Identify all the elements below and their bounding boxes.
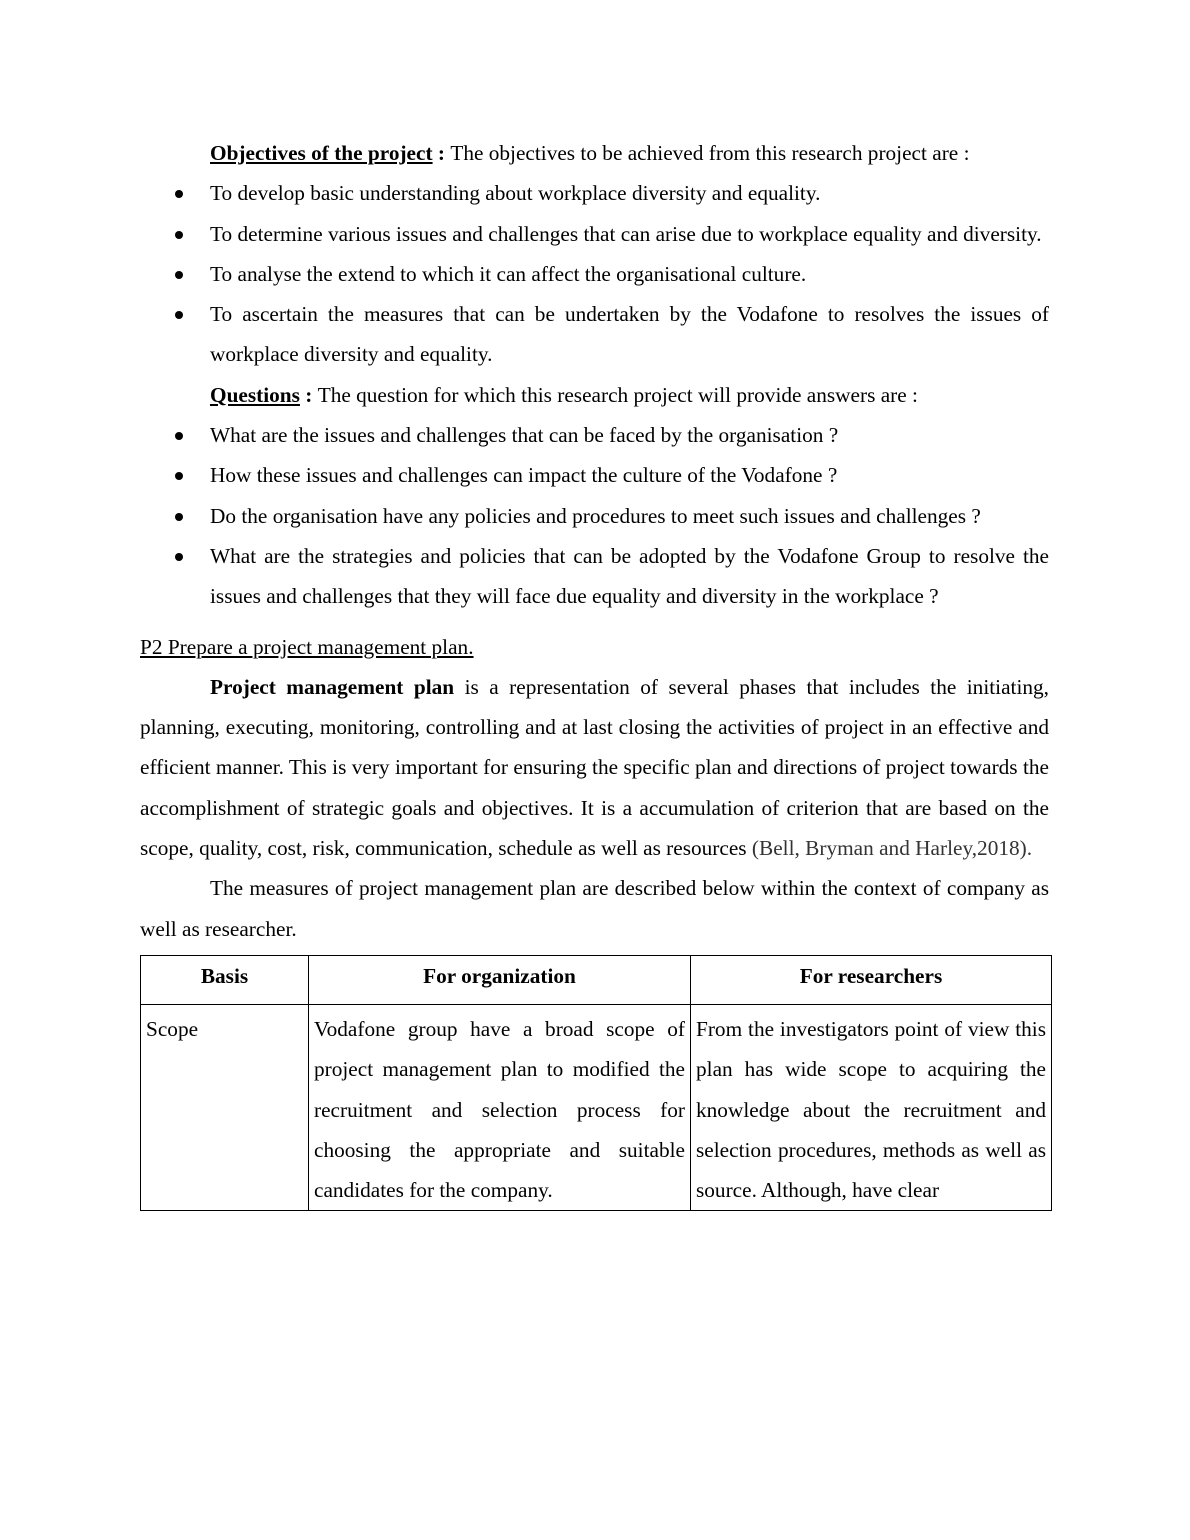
objectives-list [140,173,1049,374]
bullet-icon [175,231,183,239]
plan-table [140,955,1052,1211]
list-item: To develop basic understanding about workplace diversity and equality. [140,173,1049,213]
questions-list [140,415,1049,616]
project-plan-term: Project management plan [210,674,455,699]
objectives-heading: Objectives of the project [210,141,433,165]
cell-organization: Vodafone group have a broad scope of project management plan to modified the recruitment and selection process for choosing the appropriate and suitable candidates for the company. [309,1004,691,1210]
list-item: How these issues and challenges can impact the culture of the Vodafone ? [140,455,1049,495]
questions-separator: : [299,382,318,407]
questions-intro-text: The question for which this research project will provide answers are : [317,382,918,407]
bullet-icon [175,472,183,480]
table-row [141,1004,1052,1210]
section-title: P2 Prepare a project management plan. [140,634,474,659]
objectives-intro-text: The objectives to be achieved from this research project are : [450,141,970,165]
citation: (Bell, Bryman and Harley,2018). [751,836,1033,861]
list-item: To analyse the extend to which it can affect the organisational culture. [140,254,1049,294]
project-plan-text: is a representation of several phases that includes the initiating, planning, executing, monitoring, controlling and at last closing the activities of project in an effective and efficient manner. This is very important for ensuring the specific plan and directions of project towards the accomplishment of strategic goals and objectives. It is a accumulation of criterion that are based on the scope, quality, cost, risk, communication, schedule as well as resources [140,674,1049,861]
list-item: Do the organisation have any policies and procedures to meet such issues and challenges ? [140,496,1049,536]
bullet-icon [175,513,183,521]
objectives-separator: : [432,141,451,165]
header-organization: For organization [309,955,691,1004]
bullet-icon [175,271,183,279]
document-page [140,133,1049,1211]
bullet-icon [175,432,183,440]
table-header-row [141,955,1052,1004]
list-item: What are the issues and challenges that can be faced by the organisation ? [140,415,1049,455]
bullet-icon [175,311,183,319]
questions-intro [210,375,1049,415]
bullet-icon [175,553,183,561]
paragraph-measures: The measures of project management plan are described below within the context of company as well as researcher. [140,876,1049,941]
list-item: What are the strategies and policies that can be adopted by the Vodafone Group to resolve the issues and challenges that they will face due equality and diversity in the workplace ? [140,536,1049,617]
cell-basis: Scope [141,1004,309,1210]
header-basis: Basis [141,955,309,1004]
questions-heading: Questions [210,382,300,407]
list-item: To determine various issues and challenges that can arise due to workplace equality and diversity. [140,214,1049,254]
bullet-icon [175,190,183,198]
list-item: To ascertain the measures that can be undertaken by the Vodafone to resolves the issues of workplace diversity and equality. [140,294,1049,375]
header-researchers: For researchers [691,955,1052,1004]
paragraph-project-plan [140,667,1049,868]
cell-researchers: From the investigators point of view this plan has wide scope to acquiring the knowledge about the recruitment and selection procedures, methods as well as source. Although, have clear [691,1004,1052,1210]
objectives-intro [140,133,1049,173]
